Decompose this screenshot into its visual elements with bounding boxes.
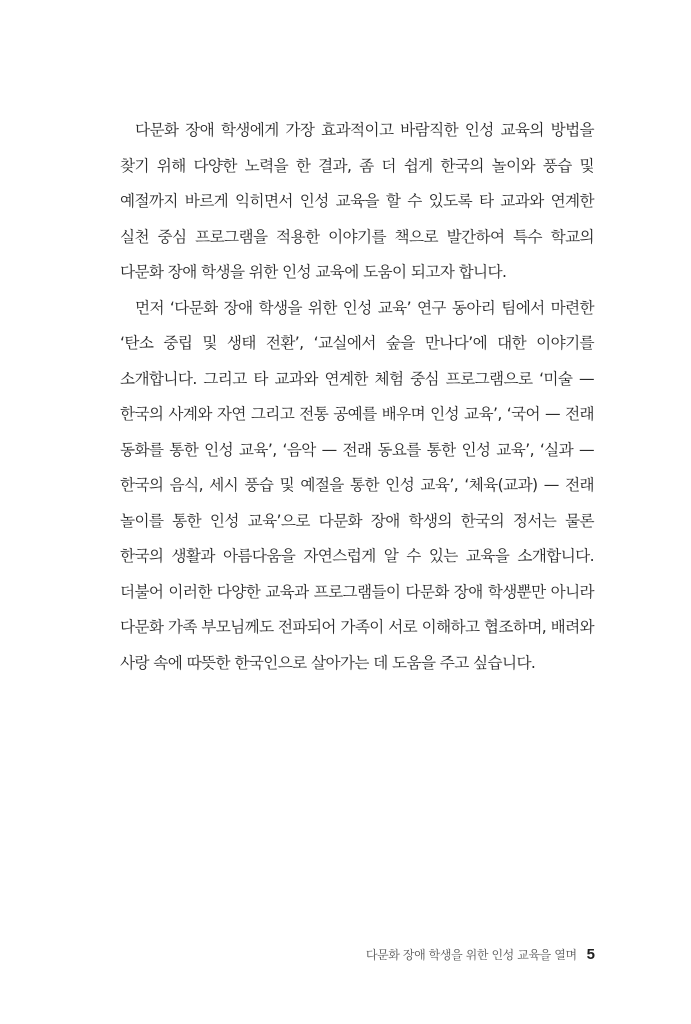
- body-text: [120, 113, 594, 681]
- page-footer: [366, 946, 595, 963]
- page-number: 5: [586, 946, 595, 963]
- paragraph-intro: 다문화 장애 학생에게 가장 효과적이고 바람직한 인성 교육의 방법을 찾기 위해 다양한 노력을 한 결과, 좀 더 쉽게 한국의 놀이와 풍습 및 예절까지 바르게 익히면서 인성 교육을 할 수 있도록 타 교과와 연계한 실천 중심 프로그램을 적용한 이야기를 책으로 발간하여 특수 학교의 다문화 장애 학생을 위한 인성 교육에 도움이 되고자 합니다.: [120, 121, 594, 281]
- paragraph-programs: 먼저 ‘다문화 장애 학생을 위한 인성 교육’ 연구 동아리 팀에서 마련한 ‘탄소 중립 및 생태 전환’, ‘교실에서 숲을 만나다’에 대한 이야기를 소개합니다. 그리고 타 교과와 연계한 체험 중심 프로그램으로 ‘미술 — 한국의 사계와 자연 그리고 전통 공예를 배우며 인성 교육’, ‘국어 — 전래 동화를 통한 인성 교육’, ‘음악 — 전래 동요를 통한 인성 교육’, ‘실과 — 한국의 음식, 세시 풍습 및 예절을 통한 인성 교육’, ‘체육(교과) — 전래 놀이를 통한 인성 교육’으로 다문화 장애 학생의 한국의 정서는 물론 한국의 생활과 아름다움을 자연스럽게 알 수 있는 교육을 소개합니다. 더불어 이러한 다양한 교육과 프로그램들이 다문화 장애 학생뿐만 아니라 다문화 가족 부모님께도 전파되어 가족이 서로 이해하고 협조하며, 배려와 사랑 속에 따뜻한 한국인으로 살아가는 데 도움을 주고 싶습니다.: [120, 298, 594, 672]
- running-footer-title: 다문화 장애 학생을 위한 인성 교육을 열며: [365, 948, 577, 962]
